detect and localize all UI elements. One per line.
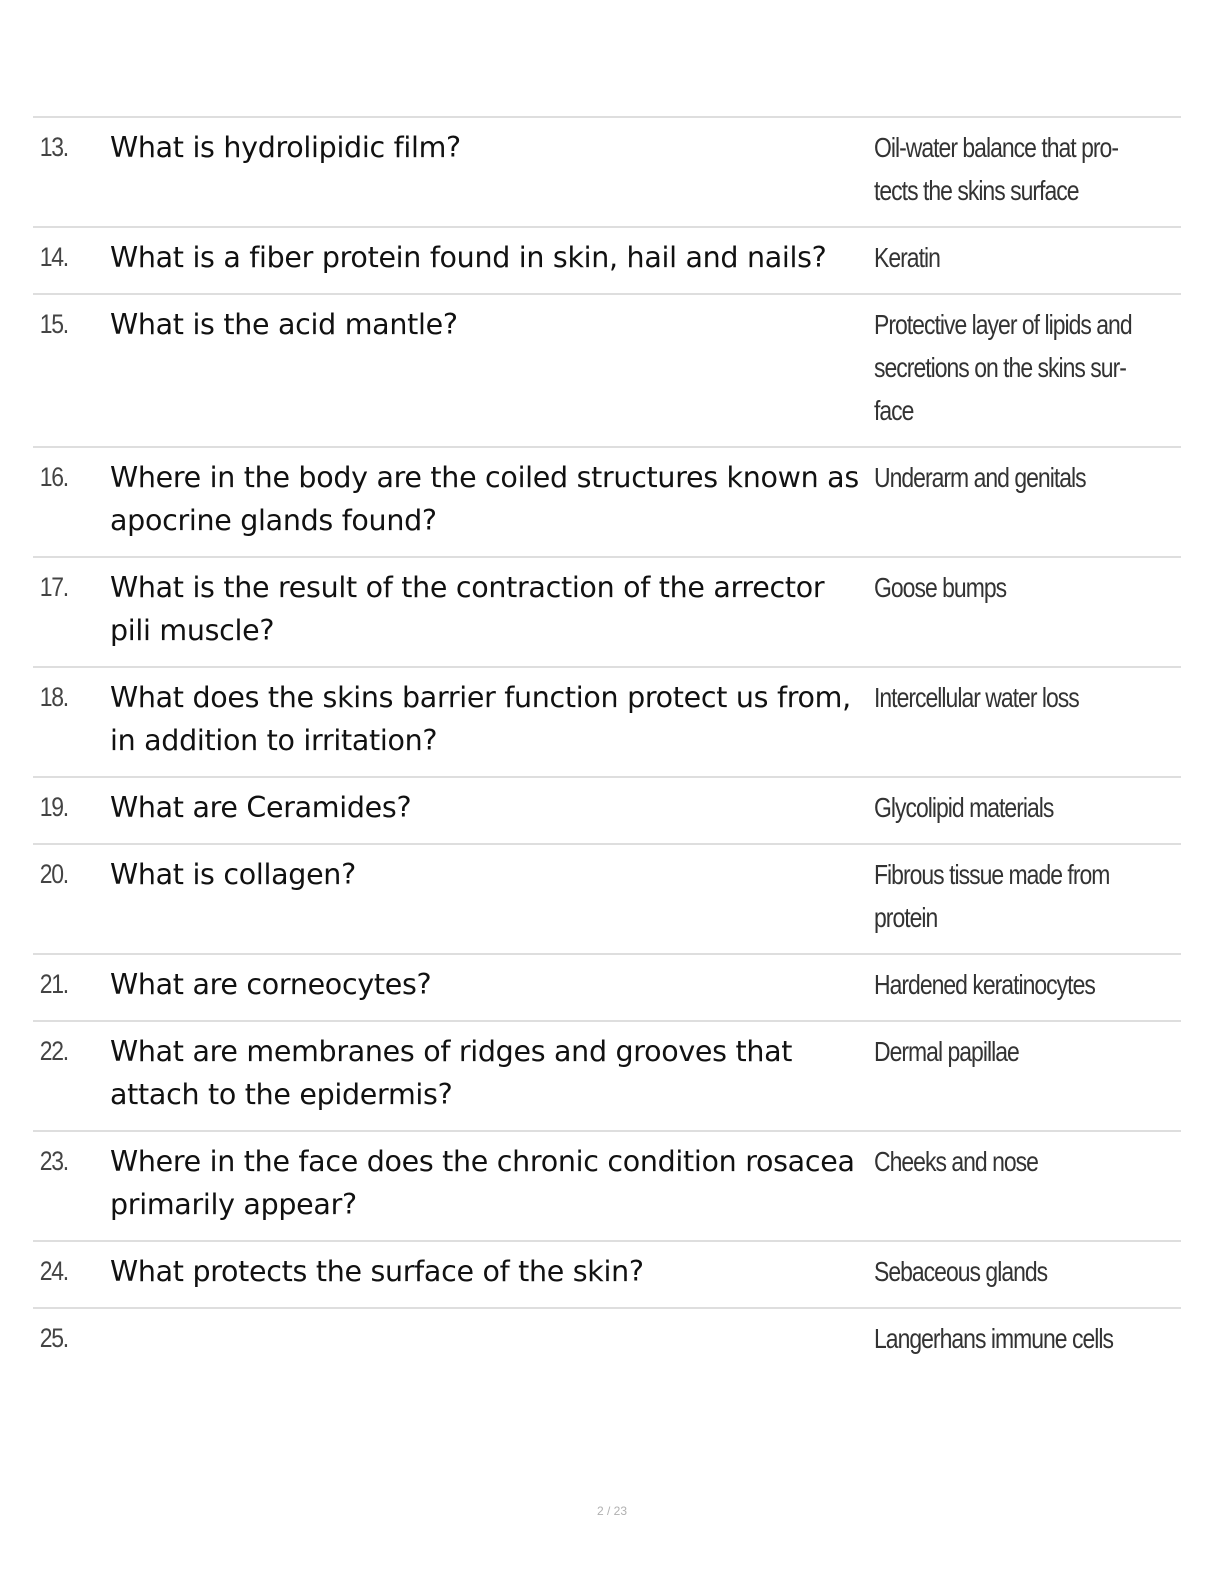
qa-row (33, 668, 1181, 778)
answer-cell (874, 786, 1204, 829)
qa-row (33, 558, 1181, 668)
answer-text: Hardened keratinocytes (874, 969, 1095, 1000)
answer-text: Intercellular water loss (874, 682, 1079, 713)
qa-row (33, 955, 1181, 1022)
question-number: 22. (39, 1036, 68, 1066)
answer-cell (874, 126, 1204, 212)
question-number: 19. (39, 792, 68, 822)
answer-cell (874, 1030, 1204, 1073)
question-text: What is the result of the contraction of the arrector pili muscle? (110, 571, 825, 647)
question-text: What protects the surface of the skin? (110, 1255, 644, 1288)
answer-text: Sebaceous glands (874, 1256, 1048, 1287)
question-number: 25. (39, 1323, 68, 1353)
question-text: What are Ceramides? (110, 791, 412, 824)
answer-text: Oil-water balance that pro-tects the skins surface (874, 132, 1118, 206)
question-number: 14. (39, 242, 68, 272)
qa-row (33, 778, 1181, 845)
question-text: Where in the body are the coiled structures known as apocrine glands found? (110, 461, 859, 537)
page-indicator: 2 / 23 (596, 1504, 628, 1518)
question-number: 23. (39, 1146, 68, 1176)
question-number: 13. (39, 132, 68, 162)
question-number: 21. (39, 969, 68, 999)
answer-text: Underarm and genitals (874, 462, 1086, 493)
answer-cell (874, 303, 1204, 432)
qa-row (33, 228, 1181, 295)
question-number: 15. (39, 309, 68, 339)
answer-text: Langerhans immune cells (874, 1323, 1114, 1354)
answer-cell (874, 1140, 1204, 1183)
qa-row (33, 118, 1181, 228)
qa-row (33, 1309, 1181, 1374)
question-text: What are membranes of ridges and grooves that attach to the epidermis? (110, 1035, 793, 1111)
question-text: What is the acid mantle? (110, 308, 458, 341)
question-text: What are corneocytes? (110, 968, 432, 1001)
qa-row (33, 1242, 1181, 1309)
answer-cell (874, 853, 1204, 939)
answer-text: Goose bumps (874, 572, 1007, 603)
answer-text: Glycolipid materials (874, 792, 1054, 823)
qa-row (33, 845, 1181, 955)
answer-text: Protective layer of lipids and secretions on the skins sur-face (874, 309, 1132, 426)
question-number: 17. (39, 572, 68, 602)
answer-cell (874, 1317, 1204, 1360)
answer-text: Cheeks and nose (874, 1146, 1038, 1177)
question-text: What is a fiber protein found in skin, hail and nails? (110, 241, 827, 274)
answer-cell (874, 963, 1204, 1006)
question-text: What is collagen? (110, 858, 356, 891)
question-number: 18. (39, 682, 68, 712)
answer-cell (874, 676, 1204, 719)
question-text: Where in the face does the chronic condition rosacea primarily appear? (110, 1145, 855, 1221)
answer-cell (874, 566, 1204, 609)
question-text: What is hydrolipidic film? (110, 131, 461, 164)
answer-text: Dermal papillae (874, 1036, 1019, 1067)
qa-list (33, 116, 1181, 1374)
qa-row (33, 1132, 1181, 1242)
question-text: What does the skins barrier function protect us from, in addition to irritation? (110, 681, 851, 757)
qa-row (33, 295, 1181, 448)
answer-cell (874, 1250, 1204, 1293)
qa-row (33, 448, 1181, 558)
question-number: 20. (39, 859, 68, 889)
answer-text: Keratin (874, 242, 940, 273)
question-number: 16. (39, 462, 68, 492)
answer-cell (874, 236, 1204, 279)
question-number: 24. (39, 1256, 68, 1286)
qa-row (33, 1022, 1181, 1132)
answer-cell (874, 456, 1204, 499)
answer-text: Fibrous tissue made from protein (874, 859, 1110, 933)
